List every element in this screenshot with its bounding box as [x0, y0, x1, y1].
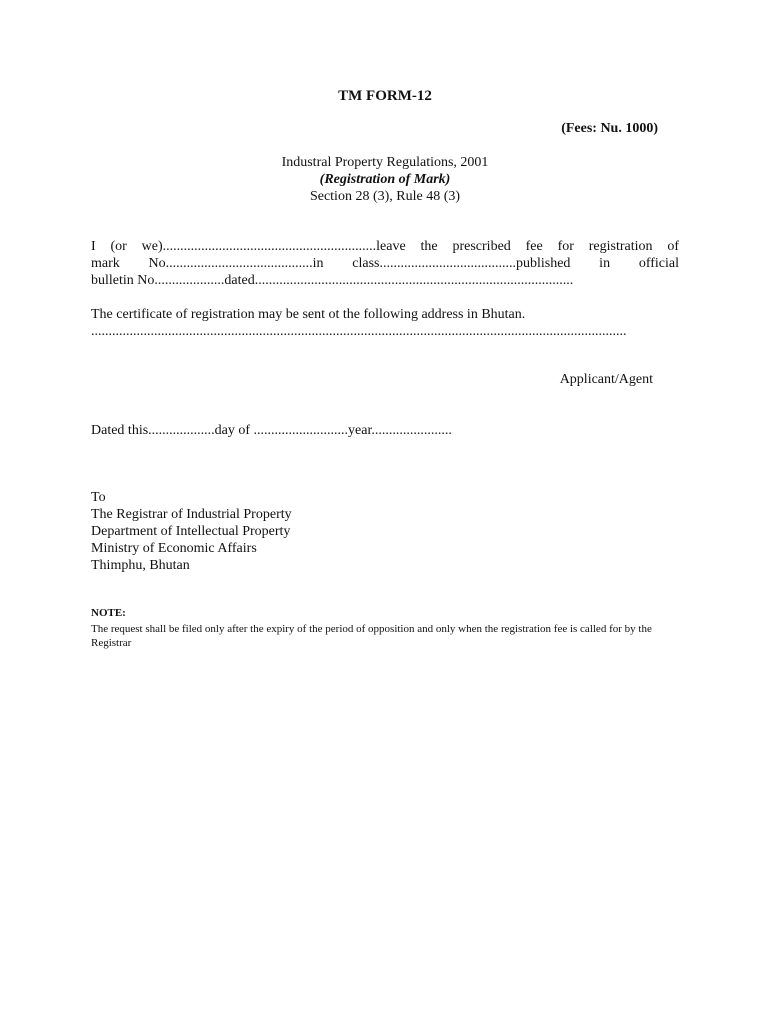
- declaration-line-3: bulletin No....................dated...........................................................................................: [91, 273, 574, 288]
- section-reference: Section 28 (3), Rule 48 (3): [309, 189, 461, 204]
- addressee-to: To: [91, 490, 106, 505]
- fees-label: (Fees: Nu. 1000): [561, 121, 658, 136]
- form-subtitle: (Registration of Mark): [319, 172, 451, 187]
- addressee-line-2: Department of Intellectual Property: [91, 524, 291, 539]
- addressee-block: [91, 489, 292, 574]
- declaration-paragraph: [91, 238, 679, 289]
- note-body: The request shall be filed only after the expiry of the period of opposition and only when the registration fee is called for by the Registrar: [91, 623, 652, 649]
- addressee-line-1: The Registrar of Industrial Property: [91, 507, 292, 522]
- address-dotted-line: .........................................................................................................................................................: [91, 324, 627, 339]
- note-heading: NOTE:: [91, 607, 126, 619]
- declaration-line-2: mark No..........................................in class.......................................published in official: [91, 256, 679, 271]
- date-line: Dated this...................day of ...........................year.......................: [91, 423, 452, 438]
- addressee-line-3: Ministry of Economic Affairs: [91, 541, 257, 556]
- certificate-text: The certificate of registration may be sent ot the following address in Bhutan.: [91, 307, 526, 322]
- certificate-paragraph: [91, 306, 679, 340]
- regulation-name: Industral Property Regulations, 2001: [281, 155, 489, 170]
- form-title: TM FORM-12: [338, 88, 432, 104]
- applicant-signature-label: Applicant/Agent: [559, 372, 653, 387]
- declaration-line-1: I (or we).............................................................leave the prescribed fee for registration of: [91, 239, 679, 254]
- addressee-line-4: Thimphu, Bhutan: [91, 558, 190, 573]
